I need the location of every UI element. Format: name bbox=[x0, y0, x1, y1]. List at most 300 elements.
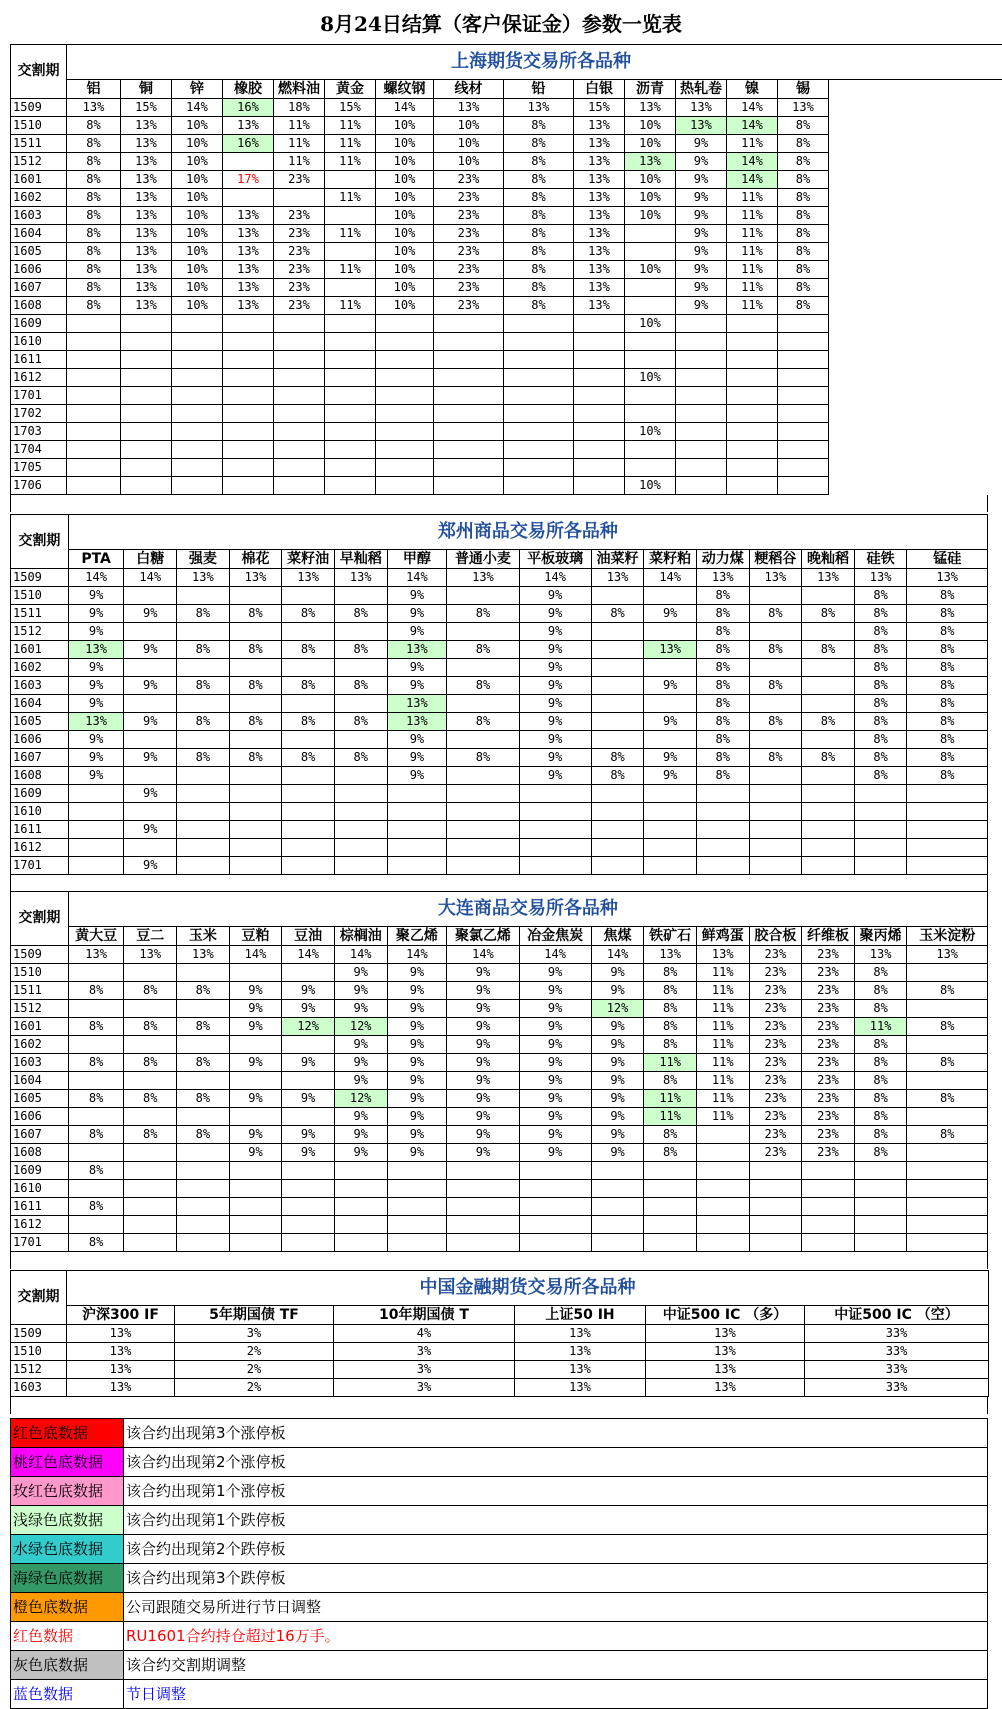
shfe-value-cell: 11% bbox=[274, 153, 325, 171]
dce-column-header: 棕榈油 bbox=[334, 927, 387, 946]
shfe-period-cell: 1512 bbox=[11, 153, 67, 171]
czce-value-cell bbox=[177, 857, 230, 875]
dce-value-cell bbox=[68, 1108, 124, 1126]
legend-row bbox=[11, 1680, 988, 1709]
dce-table-row bbox=[11, 964, 988, 982]
czce-value-cell: 9% bbox=[644, 749, 697, 767]
cffex-column-header: 沪深300 IF bbox=[67, 1306, 175, 1325]
czce-value-cell: 8% bbox=[907, 731, 988, 749]
shfe-value-cell: 11% bbox=[727, 189, 778, 207]
czce-value-cell: 9% bbox=[519, 713, 591, 731]
dce-value-cell: 9% bbox=[229, 1090, 282, 1108]
czce-value-cell bbox=[447, 857, 519, 875]
shfe-table-row bbox=[11, 315, 1002, 333]
dce-value-cell: 9% bbox=[229, 1018, 282, 1036]
shfe-table-row bbox=[11, 243, 1002, 261]
shfe-value-cell: 10% bbox=[172, 297, 223, 315]
dce-value-cell: 8% bbox=[177, 1126, 230, 1144]
cffex-column-header: 5年期国债 TF bbox=[175, 1306, 334, 1325]
shfe-value-cell bbox=[434, 459, 504, 477]
shfe-value-cell bbox=[574, 423, 625, 441]
czce-value-cell bbox=[591, 839, 644, 857]
czce-value-cell: 8% bbox=[907, 587, 988, 605]
dce-value-cell: 11% bbox=[696, 1000, 749, 1018]
dce-value-cell bbox=[907, 1162, 988, 1180]
shfe-value-cell bbox=[574, 315, 625, 333]
dce-value-cell: 9% bbox=[591, 1108, 644, 1126]
shfe-value-cell bbox=[376, 315, 434, 333]
dce-value-cell: 8% bbox=[177, 1054, 230, 1072]
czce-value-cell: 9% bbox=[387, 677, 447, 695]
shfe-value-cell bbox=[325, 477, 376, 495]
dce-value-cell bbox=[124, 1216, 177, 1234]
czce-value-cell: 13% bbox=[387, 641, 447, 659]
shfe-value-cell bbox=[778, 405, 829, 423]
czce-value-cell bbox=[177, 803, 230, 821]
czce-value-cell: 8% bbox=[177, 713, 230, 731]
dce-value-cell bbox=[854, 1162, 907, 1180]
shfe-blank-cell bbox=[829, 423, 1002, 441]
dce-value-cell bbox=[749, 1162, 802, 1180]
dce-value-cell: 9% bbox=[447, 1036, 519, 1054]
legend-description: 该合约出现第1个涨停板 bbox=[124, 1477, 988, 1506]
czce-value-cell: 8% bbox=[282, 605, 335, 623]
dce-value-cell bbox=[177, 1162, 230, 1180]
czce-value-cell bbox=[229, 821, 282, 839]
dce-value-cell bbox=[177, 1108, 230, 1126]
czce-value-cell: 8% bbox=[907, 677, 988, 695]
czce-value-cell bbox=[282, 623, 335, 641]
czce-period-cell: 1606 bbox=[11, 731, 69, 749]
dce-value-cell: 13% bbox=[644, 946, 697, 964]
czce-value-cell: 8% bbox=[907, 695, 988, 713]
czce-period-cell: 1603 bbox=[11, 677, 69, 695]
czce-table-row bbox=[11, 839, 988, 857]
shfe-value-cell: 13% bbox=[778, 99, 829, 117]
shfe-period-cell: 1602 bbox=[11, 189, 67, 207]
dce-value-cell: 9% bbox=[387, 1054, 447, 1072]
shfe-value-cell bbox=[274, 459, 325, 477]
shfe-value-cell: 13% bbox=[574, 225, 625, 243]
dce-value-cell: 9% bbox=[282, 1000, 335, 1018]
czce-column-header: 甲醇 bbox=[387, 550, 447, 569]
czce-value-cell bbox=[802, 677, 855, 695]
czce-value-cell: 13% bbox=[907, 569, 988, 587]
shfe-value-cell bbox=[223, 189, 274, 207]
shfe-period-cell: 1612 bbox=[11, 369, 67, 387]
shfe-value-cell: 13% bbox=[574, 171, 625, 189]
czce-value-cell: 8% bbox=[334, 749, 387, 767]
cffex-value-cell: 3% bbox=[334, 1361, 515, 1379]
dce-value-cell bbox=[229, 1036, 282, 1054]
cffex-value-cell: 13% bbox=[67, 1325, 175, 1343]
shfe-value-cell bbox=[625, 387, 676, 405]
shfe-blank-cell bbox=[829, 207, 1002, 225]
shfe-value-cell bbox=[67, 477, 121, 495]
shfe-value-cell: 8% bbox=[504, 297, 574, 315]
czce-value-cell bbox=[802, 695, 855, 713]
czce-value-cell: 8% bbox=[854, 731, 907, 749]
dce-value-cell: 11% bbox=[696, 1108, 749, 1126]
legend-section bbox=[10, 1418, 988, 1709]
shfe-value-cell: 8% bbox=[67, 297, 121, 315]
dce-column-header: 焦煤 bbox=[591, 927, 644, 946]
shfe-value-cell bbox=[778, 477, 829, 495]
dce-period-cell: 1602 bbox=[11, 1036, 69, 1054]
dce-value-cell bbox=[519, 1234, 591, 1252]
czce-period-header: 交割期 bbox=[11, 515, 69, 569]
shfe-value-cell bbox=[574, 477, 625, 495]
czce-value-cell bbox=[282, 785, 335, 803]
cffex-value-cell: 13% bbox=[515, 1325, 646, 1343]
shfe-period-cell: 1510 bbox=[11, 117, 67, 135]
dce-value-cell: 12% bbox=[334, 1090, 387, 1108]
dce-period-cell: 1601 bbox=[11, 1018, 69, 1036]
dce-value-cell: 9% bbox=[519, 1054, 591, 1072]
dce-period-cell: 1609 bbox=[11, 1162, 69, 1180]
shfe-value-cell: 10% bbox=[625, 117, 676, 135]
cffex-column-header: 中证500 IC （多） bbox=[646, 1306, 805, 1325]
czce-value-cell: 8% bbox=[854, 749, 907, 767]
dce-value-cell: 9% bbox=[447, 1126, 519, 1144]
dce-value-cell bbox=[907, 1000, 988, 1018]
czce-value-cell bbox=[177, 623, 230, 641]
shfe-value-cell: 10% bbox=[376, 189, 434, 207]
czce-period-cell: 1512 bbox=[11, 623, 69, 641]
shfe-value-cell bbox=[727, 405, 778, 423]
legend-row bbox=[11, 1448, 988, 1477]
czce-value-cell: 8% bbox=[802, 749, 855, 767]
shfe-value-cell bbox=[676, 423, 727, 441]
dce-value-cell: 9% bbox=[447, 1000, 519, 1018]
cffex-value-cell: 13% bbox=[515, 1343, 646, 1361]
shfe-value-cell bbox=[778, 351, 829, 369]
czce-value-cell bbox=[124, 731, 177, 749]
shfe-value-cell bbox=[434, 477, 504, 495]
shfe-value-cell: 13% bbox=[121, 189, 172, 207]
czce-value-cell: 8% bbox=[802, 713, 855, 731]
czce-value-cell bbox=[447, 767, 519, 785]
czce-period-cell: 1511 bbox=[11, 605, 69, 623]
shfe-value-cell: 11% bbox=[727, 225, 778, 243]
shfe-table-row bbox=[11, 351, 1002, 369]
czce-value-cell bbox=[282, 857, 335, 875]
legend-table bbox=[10, 1418, 988, 1709]
czce-value-cell bbox=[907, 785, 988, 803]
czce-value-cell bbox=[177, 785, 230, 803]
czce-value-cell bbox=[802, 731, 855, 749]
dce-value-cell: 8% bbox=[644, 1072, 697, 1090]
shfe-value-cell: 8% bbox=[67, 225, 121, 243]
dce-value-cell bbox=[447, 1234, 519, 1252]
dce-value-cell bbox=[282, 1072, 335, 1090]
czce-value-cell bbox=[387, 839, 447, 857]
shfe-value-cell: 13% bbox=[121, 153, 172, 171]
dce-value-cell bbox=[854, 1198, 907, 1216]
dce-value-cell bbox=[282, 964, 335, 982]
shfe-value-cell: 9% bbox=[676, 243, 727, 261]
shfe-value-cell bbox=[325, 243, 376, 261]
czce-value-cell bbox=[68, 857, 124, 875]
shfe-table-row bbox=[11, 189, 1002, 207]
czce-value-cell bbox=[519, 821, 591, 839]
shfe-value-cell bbox=[172, 369, 223, 387]
cffex-value-cell: 33% bbox=[805, 1325, 989, 1343]
shfe-value-cell bbox=[172, 315, 223, 333]
legend-swatch: 橙色底数据 bbox=[11, 1593, 124, 1622]
shfe-value-cell: 13% bbox=[67, 99, 121, 117]
shfe-value-cell: 8% bbox=[67, 189, 121, 207]
cffex-value-cell: 4% bbox=[334, 1325, 515, 1343]
dce-value-cell bbox=[282, 1180, 335, 1198]
czce-value-cell: 8% bbox=[907, 605, 988, 623]
shfe-value-cell: 13% bbox=[676, 99, 727, 117]
shfe-value-cell bbox=[676, 369, 727, 387]
dce-value-cell: 8% bbox=[68, 1126, 124, 1144]
czce-value-cell: 8% bbox=[696, 749, 749, 767]
dce-value-cell: 11% bbox=[644, 1054, 697, 1072]
shfe-value-cell bbox=[274, 369, 325, 387]
czce-value-cell bbox=[334, 857, 387, 875]
czce-value-cell: 8% bbox=[696, 587, 749, 605]
czce-value-cell: 8% bbox=[334, 641, 387, 659]
shfe-value-cell: 13% bbox=[574, 153, 625, 171]
czce-value-cell: 9% bbox=[519, 677, 591, 695]
dce-value-cell bbox=[68, 964, 124, 982]
dce-value-cell: 9% bbox=[519, 1090, 591, 1108]
dce-value-cell bbox=[387, 1198, 447, 1216]
shfe-value-cell: 9% bbox=[676, 207, 727, 225]
dce-value-cell: 9% bbox=[334, 1036, 387, 1054]
czce-value-cell bbox=[644, 659, 697, 677]
czce-value-cell: 8% bbox=[334, 713, 387, 731]
shfe-column-header: 铝 bbox=[67, 80, 121, 99]
shfe-value-cell bbox=[325, 459, 376, 477]
shfe-value-cell: 11% bbox=[727, 279, 778, 297]
shfe-value-cell bbox=[625, 225, 676, 243]
czce-value-cell bbox=[282, 839, 335, 857]
shfe-period-cell: 1607 bbox=[11, 279, 67, 297]
dce-value-cell bbox=[334, 1234, 387, 1252]
czce-value-cell bbox=[519, 839, 591, 857]
dce-value-cell: 23% bbox=[802, 1018, 855, 1036]
shfe-value-cell: 10% bbox=[172, 153, 223, 171]
dce-value-cell bbox=[177, 1180, 230, 1198]
czce-value-cell bbox=[177, 821, 230, 839]
czce-value-cell: 8% bbox=[229, 713, 282, 731]
dce-value-cell: 9% bbox=[591, 1018, 644, 1036]
dce-value-cell: 8% bbox=[124, 1054, 177, 1072]
dce-value-cell: 8% bbox=[177, 1090, 230, 1108]
shfe-value-cell bbox=[727, 423, 778, 441]
czce-value-cell bbox=[591, 857, 644, 875]
shfe-value-cell bbox=[434, 441, 504, 459]
czce-value-cell bbox=[591, 695, 644, 713]
czce-value-cell bbox=[334, 659, 387, 677]
cffex-value-cell: 13% bbox=[67, 1361, 175, 1379]
czce-value-cell: 9% bbox=[387, 587, 447, 605]
czce-value-cell: 9% bbox=[519, 659, 591, 677]
shfe-value-cell bbox=[574, 405, 625, 423]
dce-value-cell: 9% bbox=[447, 982, 519, 1000]
shfe-value-cell: 8% bbox=[778, 117, 829, 135]
czce-value-cell bbox=[519, 857, 591, 875]
czce-value-cell bbox=[749, 839, 802, 857]
dce-value-cell: 12% bbox=[282, 1018, 335, 1036]
shfe-value-cell: 13% bbox=[121, 297, 172, 315]
dce-spacer bbox=[10, 1252, 988, 1269]
shfe-value-cell bbox=[121, 405, 172, 423]
shfe-value-cell: 8% bbox=[778, 153, 829, 171]
shfe-value-cell: 13% bbox=[121, 243, 172, 261]
dce-table-row bbox=[11, 1216, 988, 1234]
shfe-value-cell bbox=[504, 459, 574, 477]
czce-period-cell: 1608 bbox=[11, 767, 69, 785]
dce-value-cell: 9% bbox=[229, 982, 282, 1000]
shfe-period-cell: 1609 bbox=[11, 315, 67, 333]
dce-table-row bbox=[11, 1234, 988, 1252]
shfe-value-cell: 23% bbox=[274, 243, 325, 261]
shfe-value-cell: 10% bbox=[376, 243, 434, 261]
shfe-value-cell: 8% bbox=[504, 207, 574, 225]
shfe-value-cell: 13% bbox=[223, 261, 274, 279]
czce-value-cell: 8% bbox=[696, 659, 749, 677]
shfe-value-cell bbox=[574, 459, 625, 477]
dce-value-cell: 14% bbox=[591, 946, 644, 964]
shfe-value-cell: 8% bbox=[778, 225, 829, 243]
czce-value-cell bbox=[282, 587, 335, 605]
dce-value-cell bbox=[229, 1198, 282, 1216]
shfe-value-cell: 18% bbox=[274, 99, 325, 117]
shfe-value-cell: 8% bbox=[778, 207, 829, 225]
shfe-value-cell: 9% bbox=[676, 135, 727, 153]
shfe-value-cell bbox=[223, 387, 274, 405]
dce-value-cell bbox=[124, 1144, 177, 1162]
czce-value-cell: 9% bbox=[68, 587, 124, 605]
czce-value-cell bbox=[644, 821, 697, 839]
dce-value-cell: 11% bbox=[644, 1090, 697, 1108]
shfe-value-cell bbox=[376, 477, 434, 495]
czce-value-cell: 8% bbox=[282, 749, 335, 767]
czce-value-cell bbox=[124, 803, 177, 821]
shfe-value-cell bbox=[172, 351, 223, 369]
dce-value-cell: 8% bbox=[124, 1018, 177, 1036]
shfe-value-cell bbox=[676, 333, 727, 351]
shfe-value-cell bbox=[325, 171, 376, 189]
czce-value-cell: 8% bbox=[696, 677, 749, 695]
dce-value-cell: 9% bbox=[519, 1072, 591, 1090]
shfe-table-row bbox=[11, 99, 1002, 117]
shfe-value-cell bbox=[223, 405, 274, 423]
dce-value-cell bbox=[124, 1072, 177, 1090]
shfe-value-cell: 13% bbox=[223, 225, 274, 243]
czce-value-cell bbox=[644, 803, 697, 821]
dce-value-cell bbox=[124, 1108, 177, 1126]
dce-column-header: 黄大豆 bbox=[68, 927, 124, 946]
czce-value-cell: 9% bbox=[519, 695, 591, 713]
shfe-period-cell: 1601 bbox=[11, 171, 67, 189]
dce-value-cell bbox=[447, 1198, 519, 1216]
dce-value-cell: 8% bbox=[907, 1090, 988, 1108]
czce-value-cell bbox=[591, 803, 644, 821]
czce-period-cell: 1609 bbox=[11, 785, 69, 803]
czce-value-cell: 8% bbox=[854, 659, 907, 677]
czce-value-cell bbox=[854, 839, 907, 857]
shfe-blank-cell bbox=[829, 315, 1002, 333]
czce-value-cell: 8% bbox=[696, 695, 749, 713]
czce-value-cell bbox=[334, 731, 387, 749]
czce-value-cell: 8% bbox=[854, 695, 907, 713]
dce-column-header: 玉米淀粉 bbox=[907, 927, 988, 946]
czce-value-cell: 8% bbox=[334, 677, 387, 695]
dce-value-cell: 9% bbox=[447, 1144, 519, 1162]
czce-value-cell: 8% bbox=[907, 623, 988, 641]
czce-value-cell bbox=[124, 587, 177, 605]
shfe-table-row bbox=[11, 423, 1002, 441]
dce-value-cell bbox=[68, 1036, 124, 1054]
dce-value-cell: 8% bbox=[854, 1036, 907, 1054]
cffex-table-row bbox=[11, 1379, 989, 1397]
dce-value-cell: 23% bbox=[802, 1036, 855, 1054]
shfe-value-cell: 9% bbox=[676, 153, 727, 171]
czce-value-cell: 8% bbox=[591, 749, 644, 767]
dce-value-cell: 8% bbox=[68, 1198, 124, 1216]
dce-value-cell bbox=[177, 964, 230, 982]
dce-value-cell bbox=[177, 1072, 230, 1090]
legend-description: 该合约出现第2个跌停板 bbox=[124, 1535, 988, 1564]
dce-value-cell: 9% bbox=[519, 1144, 591, 1162]
dce-value-cell: 14% bbox=[229, 946, 282, 964]
dce-value-cell bbox=[229, 1234, 282, 1252]
shfe-value-cell: 9% bbox=[676, 297, 727, 315]
czce-column-header: 棉花 bbox=[229, 550, 282, 569]
dce-value-cell: 8% bbox=[854, 1108, 907, 1126]
cffex-value-cell: 3% bbox=[334, 1379, 515, 1397]
dce-value-cell: 9% bbox=[229, 1126, 282, 1144]
dce-value-cell: 9% bbox=[519, 1108, 591, 1126]
shfe-value-cell: 10% bbox=[172, 117, 223, 135]
dce-value-cell: 9% bbox=[334, 1000, 387, 1018]
dce-value-cell: 9% bbox=[447, 964, 519, 982]
czce-column-header: 粳稻谷 bbox=[749, 550, 802, 569]
shfe-column-header: 燃料油 bbox=[274, 80, 325, 99]
dce-value-cell: 11% bbox=[696, 1054, 749, 1072]
czce-value-cell bbox=[854, 857, 907, 875]
czce-value-cell: 13% bbox=[644, 641, 697, 659]
shfe-value-cell bbox=[274, 333, 325, 351]
shfe-value-cell: 8% bbox=[67, 279, 121, 297]
shfe-value-cell bbox=[778, 441, 829, 459]
dce-value-cell: 8% bbox=[854, 1054, 907, 1072]
dce-value-cell bbox=[124, 1000, 177, 1018]
shfe-value-cell bbox=[172, 423, 223, 441]
dce-value-cell: 23% bbox=[749, 1108, 802, 1126]
shfe-column-header: 锡 bbox=[778, 80, 829, 99]
shfe-value-cell bbox=[676, 387, 727, 405]
shfe-value-cell: 8% bbox=[504, 171, 574, 189]
czce-value-cell: 8% bbox=[749, 605, 802, 623]
dce-value-cell: 9% bbox=[591, 1090, 644, 1108]
shfe-value-cell bbox=[67, 459, 121, 477]
czce-value-cell: 8% bbox=[696, 731, 749, 749]
czce-column-header: 硅铁 bbox=[854, 550, 907, 569]
czce-value-cell: 13% bbox=[749, 569, 802, 587]
shfe-value-cell bbox=[504, 333, 574, 351]
czce-value-cell bbox=[907, 839, 988, 857]
czce-table bbox=[10, 514, 988, 875]
czce-value-cell: 13% bbox=[696, 569, 749, 587]
czce-value-cell: 9% bbox=[644, 713, 697, 731]
